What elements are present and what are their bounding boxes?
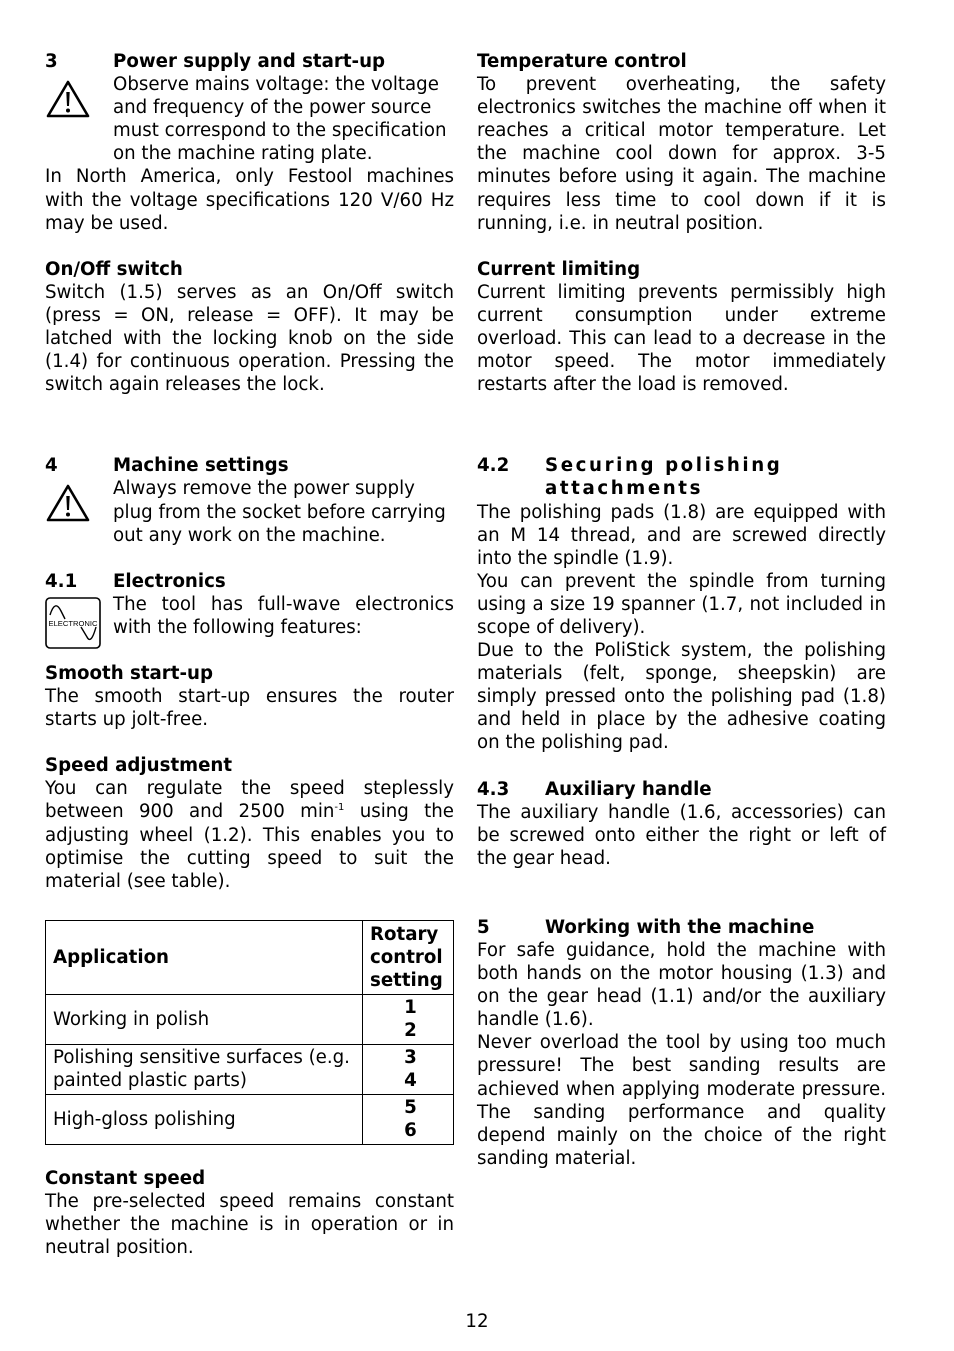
section-4-1-heading [45,570,454,593]
right-column [477,50,886,1170]
section-4-2-heading [477,454,886,500]
paragraph: Current limiting prevents permissibly high current consumption under extreme overload. This can lead to a decrease in the motor speed. The motor immediately restarts after the load is removed. [477,281,886,396]
electronics-block [45,593,454,639]
section-number: 3 [45,51,58,72]
warning-block [45,73,454,165]
table-cell: 1 2 [363,994,454,1044]
section-4-3-heading [477,778,886,801]
table-cell: High-gloss polishing [46,1094,363,1144]
table-cell: 5 6 [363,1094,454,1144]
warning-icon [45,73,113,165]
table-header-row [46,920,454,994]
section-number: 4.1 [45,570,78,592]
svg-text:ELECTRONIC: ELECTRONIC [48,618,98,628]
paragraph: The tool has full-wave electronics with the following features: [113,593,454,638]
section-title: Working with the machine [545,916,815,938]
table-header-cell: Rotary control setting [363,920,454,994]
section-4-heading [45,454,454,477]
table-row [46,1044,454,1094]
table-cell: Polishing sensitive surfaces (e.g. painted plastic parts) [46,1044,363,1094]
paragraph: The polishing pads (1.8) are equipped with an M 14 thread, and are screwed directly into the spindle (1.9). [477,501,886,569]
paragraph: You can regulate the speed steplessly between 900 and 2500 $\min^{-1} using$ the adjusting wheel (1.2). This enables you to optimise the cutting speed to suit the material (see table). [45,778,454,892]
subheading-current-limiting: Current limiting [477,258,641,280]
electronic-icon [45,593,113,639]
subheading-constant-speed: Constant speed [45,1167,206,1189]
paragraph: Due to the PoliStick system, the polishing materials (felt, sponge, sheepskin) are simply pressed onto the polishing pad (1.8) and held in place by the adhesive coating on the polishing pad. [477,640,886,754]
subheading-speed: Speed adjustment [45,755,233,777]
section-title: Auxiliary handle [545,778,712,800]
warning-text: Observe mains voltage: the voltage and frequency of the power source must correspond to the specification on the machine rating plate. [113,74,447,165]
subheading-onoff: On/Off switch [45,258,183,280]
paragraph: To prevent overheating, the safety electronics switches the machine off when it reaches a critical motor temperature. Let the machine cool down for approx. 3-5 minutes before using it again. The machine requires less time to cool down if it is running, i.e. in neutral position. [477,74,886,234]
paragraph: For safe guidance, hold the machine with both hands on the motor housing (1.3) and on the gear head (1.1) and/or the auxiliary handle (1.6). [477,940,886,1031]
subheading-smooth-start: Smooth start-up [45,662,213,684]
warning-block [45,477,454,546]
section-number: 4 [45,455,58,477]
paragraph: The auxiliary handle (1.6, accessories) can be screwed onto either the right or left of the gear head. [477,801,886,869]
paragraph: The pre-selected speed remains constant whether the machine is in operation or in neutral position. [45,1190,454,1259]
speed-table [45,920,454,1145]
section-number: 4.2 [477,455,510,477]
paragraph: Never overload the tool by using too much pressure! The best sanding results are achieved when applying moderate pressure. The sanding performance and quality depend mainly on the choice of the right sanding material. [477,1032,886,1169]
table-header-cell: Application [46,920,363,994]
paragraph: Switch (1.5) serves as an On/Off switch (press = ON, release = OFF). It may be latched with the locking knob on the side (1.4) for continuous operation. Pressing the switch again releases the lock. [45,281,454,396]
paragraph: You can prevent the spindle from turning using a size 19 spanner (1.7, not included in scope of delivery). [477,570,886,638]
paragraph: In North America, only Festool machines with the voltage specifications 120 V/60 Hz may be used. [45,166,454,234]
section-number: 4.3 [477,778,510,800]
table-row [46,1094,454,1144]
section-title: Power supply and start-up [113,51,386,72]
table-cell: 3 4 [363,1044,454,1094]
section-3-heading [45,50,454,73]
section-title: Securing polishing attachments [545,455,783,500]
section-number: 5 [477,916,490,938]
paragraph: The smooth start-up ensures the router starts up jolt-free. [45,686,454,731]
section-title: Electronics [113,570,226,592]
warning-icon [45,477,113,546]
section-title: Machine settings [113,455,289,477]
warning-text: Always remove the power supply plug from the socket before carrying out any work on the machine. [113,478,446,546]
left-column [45,50,454,1259]
subheading-temperature: Temperature control [477,51,687,72]
table-cell: Working in polish [46,994,363,1044]
table-row [46,994,454,1044]
section-5-heading [477,916,886,939]
page-number: 12 [465,1311,489,1332]
